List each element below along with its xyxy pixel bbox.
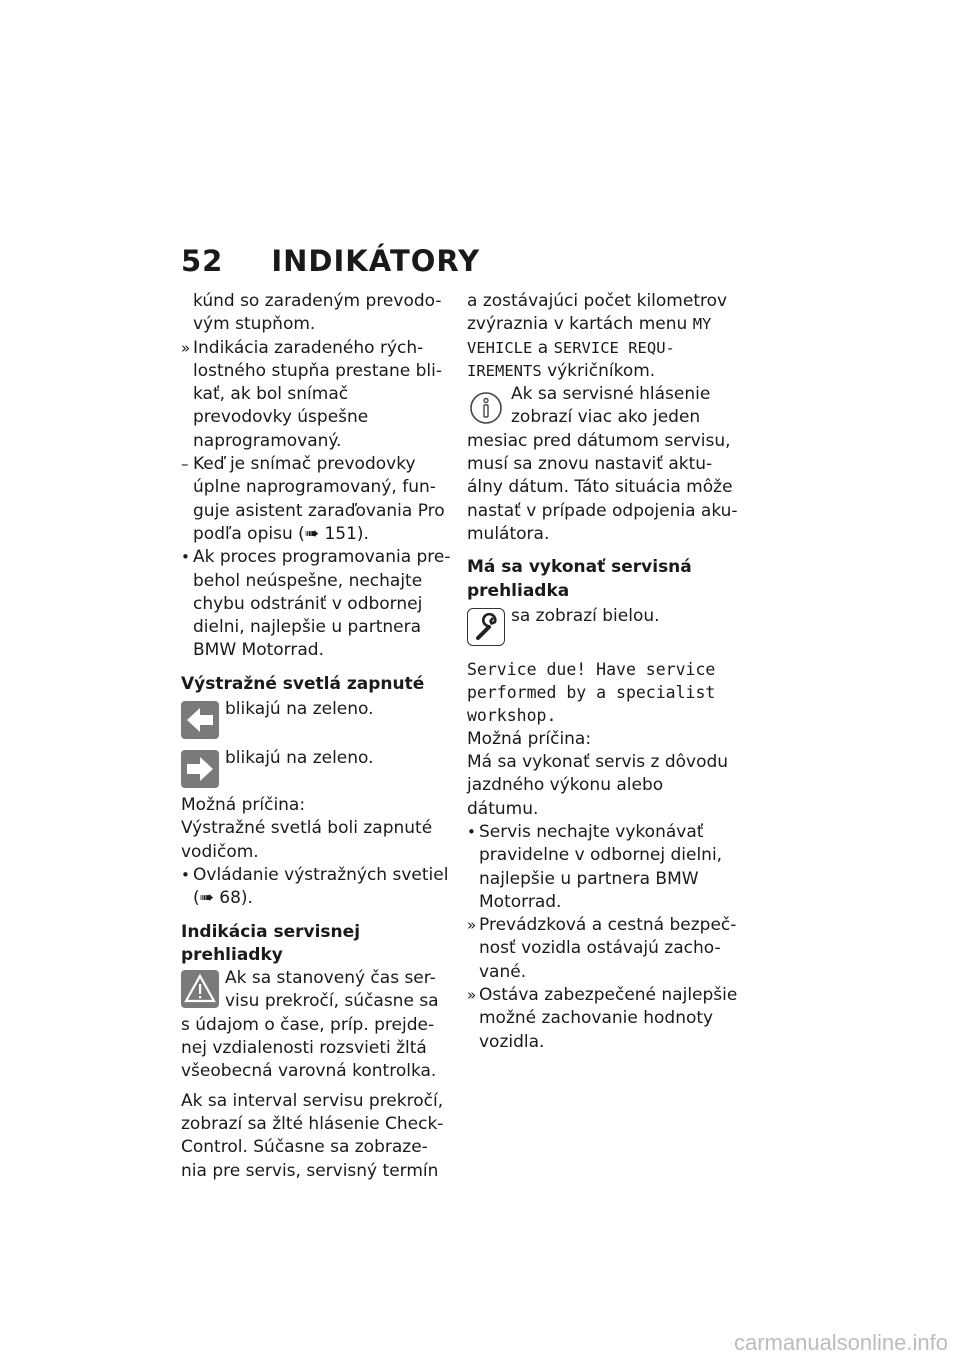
bullet-mark: • <box>181 865 190 884</box>
warning-triangle-icon <box>181 970 219 1008</box>
indicator-row <box>181 747 451 788</box>
paragraph: Ak sa interval servisu prekročí, zobrazí sa žlté hlásenie Check-Control. Súčasne sa zobraze-nia pre servis, servisný termín <box>181 1090 444 1181</box>
section-heading: Indikácia servisnej prehliadky <box>181 921 361 965</box>
page-reference[interactable]: 68). <box>219 888 253 909</box>
paragraph-text: a zostávajúci počet kilometrov zvýraznia v kartách menu <box>467 291 728 335</box>
section-heading: Výstražné svetlá zapnuté <box>181 673 425 694</box>
turn-left-arrow-icon <box>181 701 219 739</box>
info-block <box>467 383 739 546</box>
list-item-text: Keď je snímač prevodovky úplne naprogramovaný, fun-guje asistent zaraďovania Pro podľa opisu (➠ 151). <box>193 454 445 544</box>
bullet-mark: • <box>467 822 476 841</box>
indicator-row <box>181 698 451 739</box>
cause-label: Možná príčina: <box>181 795 306 816</box>
wrench-icon <box>467 608 505 646</box>
info-icon <box>467 389 505 427</box>
list-item-body: Ovládanie výstražných svetiel <box>193 864 449 885</box>
cause-label: Možná príčina: <box>467 728 592 749</box>
cause-text: Má sa vykonať servis z dôvodu jazdného výkonu alebo dátumu. <box>467 752 729 819</box>
indicator-text: blikajú na zeleno. <box>225 748 374 769</box>
indicator-text: sa zobrazí bielou. <box>511 605 660 626</box>
list-item <box>181 337 451 453</box>
list-item <box>467 984 739 1054</box>
paragraph <box>467 290 739 383</box>
bullet-mark: – <box>181 455 189 474</box>
list-item-text: Ak proces programovania pre-behol neúspešne, nechajte chybu odstrániť v odbornej dielni, najlepšie u partnera BMW Motorrad. <box>193 547 451 661</box>
bullet-mark: • <box>181 548 190 567</box>
page-header <box>181 244 480 278</box>
indicator-block <box>181 967 451 1083</box>
indicator-row <box>467 605 739 646</box>
list-item <box>467 914 739 984</box>
list-item-text: Ostáva zabezpečené najlepšie možné zachovanie hodnoty vozidla. <box>479 985 738 1052</box>
paragraph-text: výkričníkom. <box>547 360 656 381</box>
page-reference-arrow-icon[interactable]: ➠ <box>304 523 320 544</box>
list-item-text: Prevádzková a cestná bezpeč-nosť vozidla ostávajú zacho-vané. <box>479 915 737 982</box>
page-number: 52 <box>181 244 224 278</box>
list-item <box>467 821 739 914</box>
list-item <box>181 453 451 546</box>
bullet-mark: » <box>467 986 477 1005</box>
info-text: Ak sa servisné hlásenie zobrazí viac ako jeden mesiac pred dátumom servisu, musí sa znovu nastaviť aktu-álny dátum. Táto situácia môže nastať v prípade odpojenia aku-mulátora. <box>467 384 738 544</box>
list-item-text: Indikácia zaradeného rých-lostného stupňa prestane bli-kať, ak bol snímač prevodovky úspešne naprogramovaný. <box>193 337 442 451</box>
bullet-mark: » <box>467 916 477 935</box>
list-item-text: Servis nechajte vykonávať pravidelne v odbornej dielni, najlepšie u partnera BMW Motorrad. <box>479 821 723 912</box>
display-message: Service due! Have service performed by a specialist workshop. <box>467 659 716 726</box>
list-item-text: Ovládanie výstražných svetiel (➠ 68). <box>193 864 449 909</box>
page-reference[interactable]: 151). <box>324 523 369 544</box>
indicator-text: Ak sa stanovený čas ser-visu prekročí, súčasne sa s údajom o čase, príp. prejde-nej vzdialenosti rozsvieti žltá všeobecná varovná kontrolka. <box>181 968 439 1082</box>
page-reference-arrow-icon[interactable]: ➠ <box>199 888 214 909</box>
menu-name: SERVICE REQU-IREMENTS <box>467 338 675 380</box>
paragraph: kúnd so zaradeným prevodo-vým stupňom. <box>193 291 442 335</box>
right-column <box>467 290 739 1054</box>
cause-text: Výstražné svetlá boli zapnuté vodičom. <box>181 818 433 862</box>
left-column <box>181 290 451 1183</box>
bullet-mark: » <box>181 338 191 357</box>
section-heading: Má sa vykonať servisná prehliadka <box>467 557 692 601</box>
menu-name: MY VEHICLE <box>467 315 712 357</box>
indicator-text: blikajú na zeleno. <box>225 699 374 720</box>
list-item <box>181 546 451 662</box>
list-item-body: Keď je snímač prevodovky úplne naprogramovaný, fun-guje asistent zaraďovania Pro podľa opisu <box>193 454 445 544</box>
turn-right-arrow-icon <box>181 750 219 788</box>
page-title: INDIKÁTORY <box>271 244 481 278</box>
watermark[interactable]: carmanualsonline.info <box>733 1330 948 1355</box>
paragraph-text: a <box>537 337 549 358</box>
list-item <box>181 864 451 911</box>
